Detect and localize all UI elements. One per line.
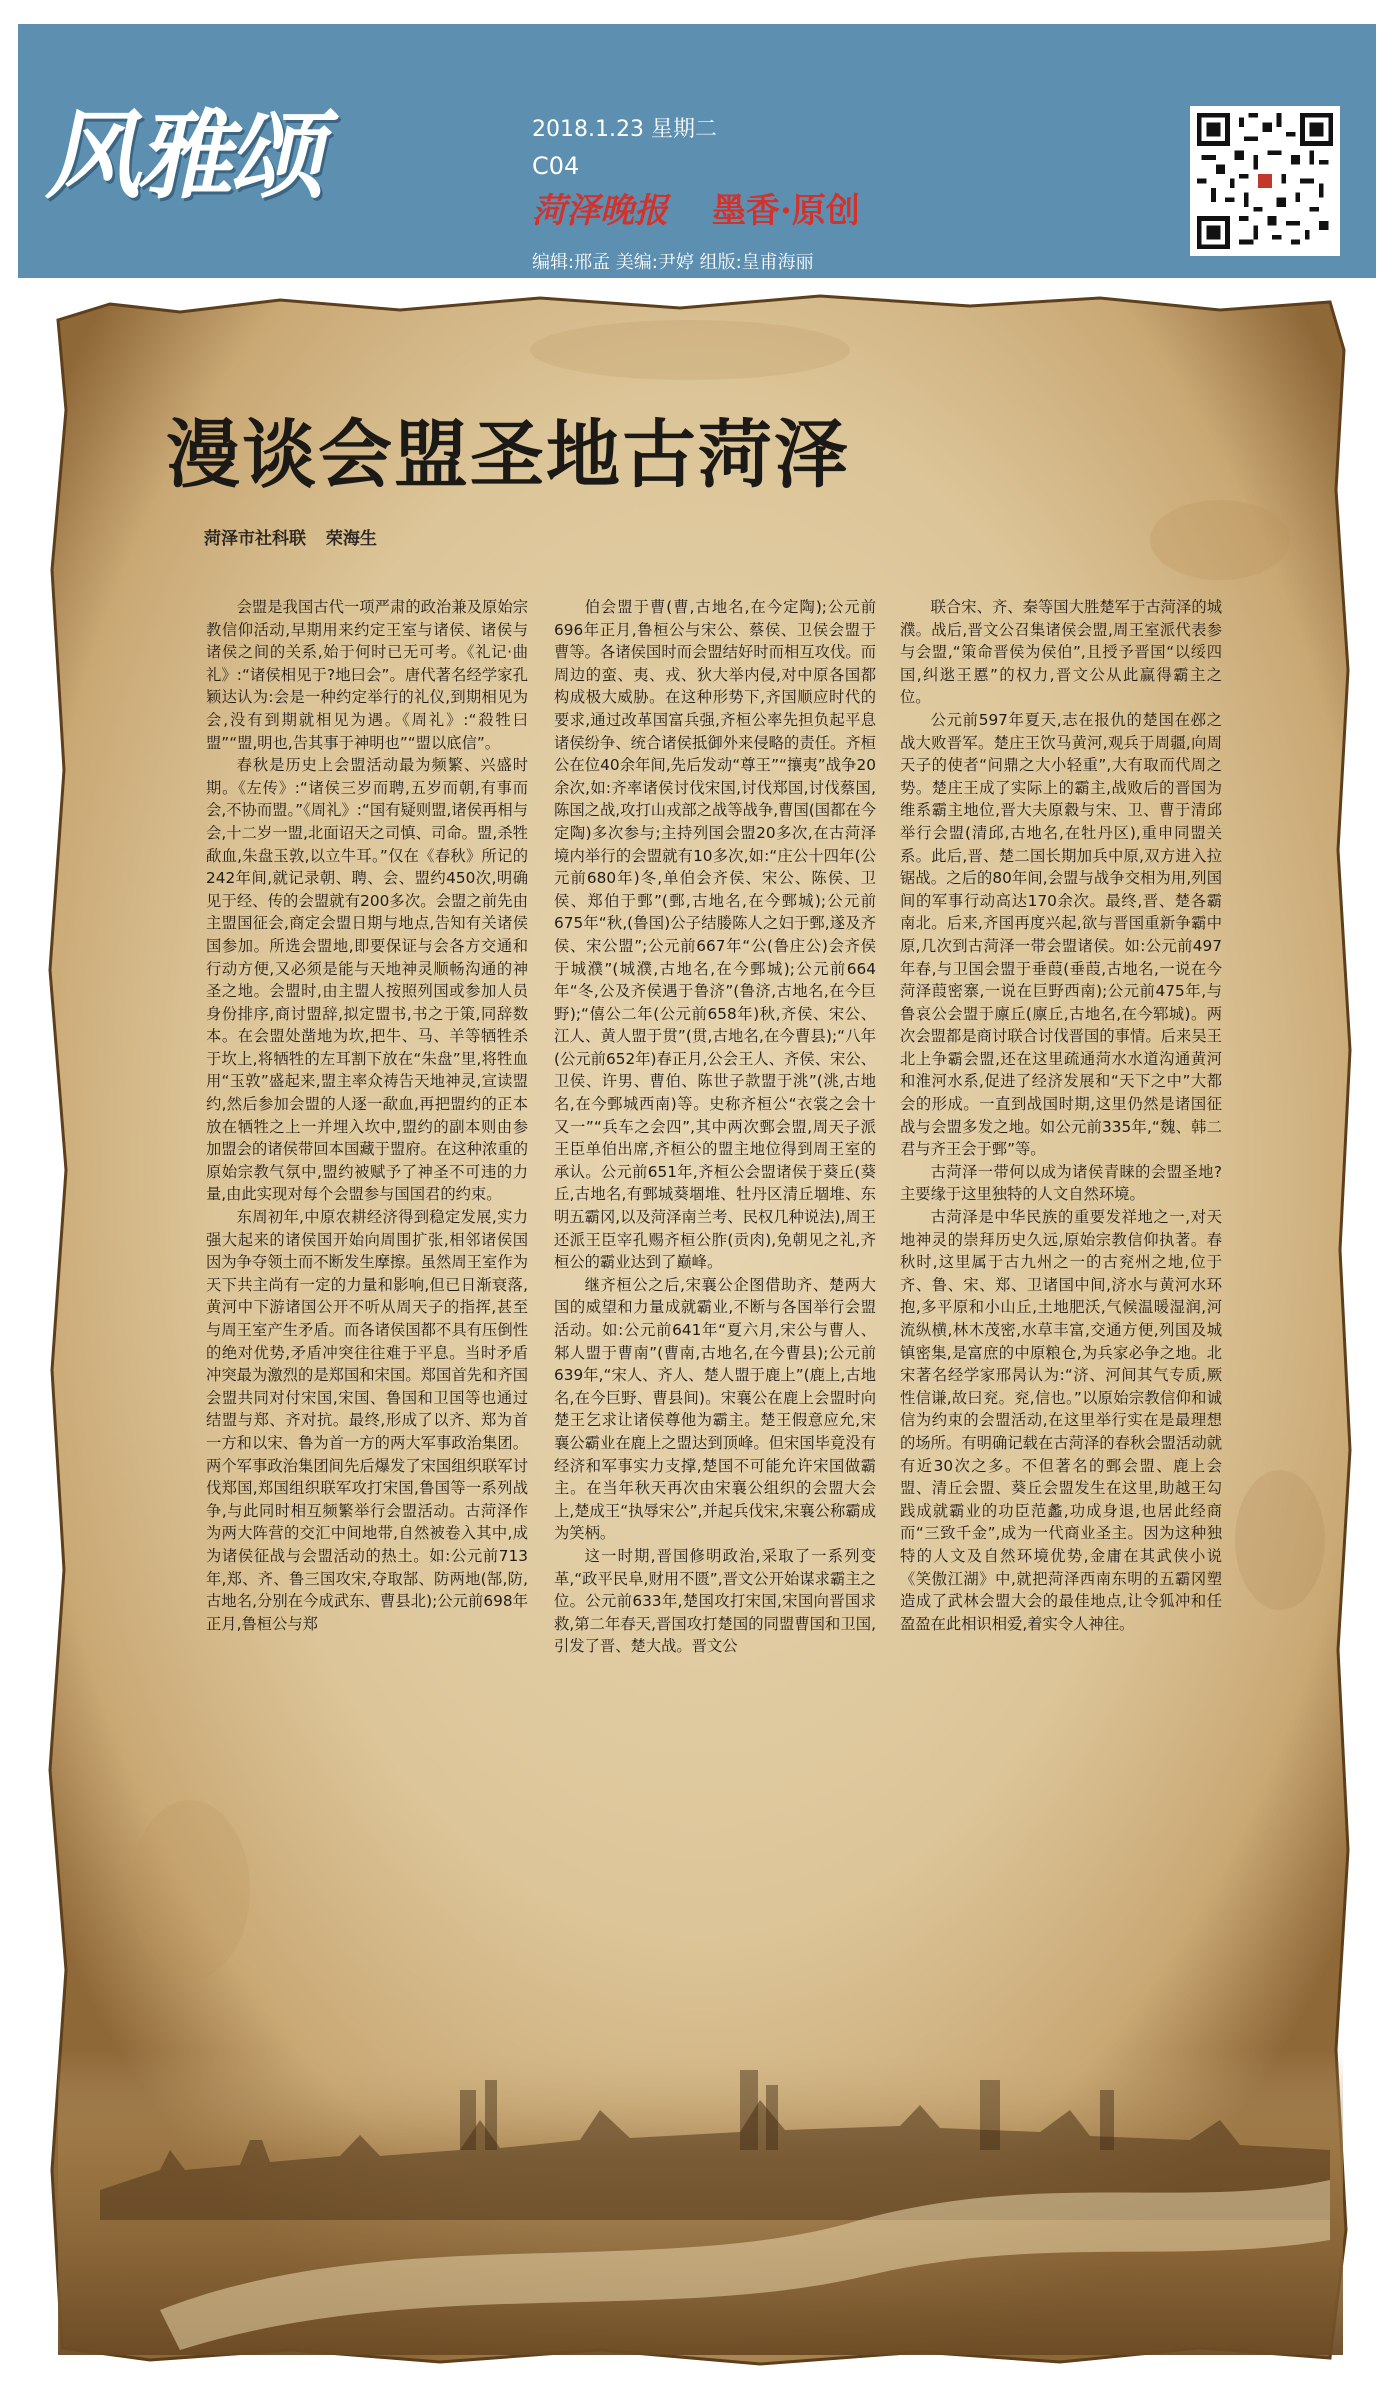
page-number: C04 bbox=[532, 152, 580, 180]
article-column-2 bbox=[554, 596, 876, 1658]
editors-credit: 编辑:邢孟 美编:尹婷 组版:皇甫海丽 bbox=[532, 252, 814, 273]
article-title: 漫谈会盟圣地古菏泽 bbox=[166, 412, 850, 498]
qr-code-icon[interactable] bbox=[1190, 106, 1340, 256]
paragraph: 联合宋、齐、秦等国大胜楚军于古菏泽的城濮。战后,晋文公召集诸侯会盟,周王室派代表参与会盟,“策命晋侯为侯伯”,且授予晋国“以绥四国,纠逖王慝”的权力,晋文公从此赢得霸主之位。 bbox=[900, 598, 1222, 707]
column-name: 墨香·原创 bbox=[712, 191, 860, 231]
paragraph: 这一时期,晋国修明政治,采取了一系列变革,“政平民阜,财用不匮”,晋文公开始谋求霸主之位。公元前633年,楚国攻打宋国,宋国向晋国求救,第二年春天,晋国攻打楚国的同盟曹国和卫国,引发了晋、楚大战。晋文公 bbox=[554, 1546, 876, 1656]
article-column-1 bbox=[206, 596, 528, 1635]
byline bbox=[204, 524, 391, 549]
author-name: 荣海生 bbox=[325, 529, 377, 549]
paragraph: 春秋是历史上会盟活动最为频繁、兴盛时期。《左传》:“诸侯三岁而聘,五岁而朝,有事而会,不协而盟。”《周礼》:“国有疑则盟,诸侯再相与会,十二岁一盟,北面诏天之司慎、司命。盟,杀牲歃血,朱盘玉敦,以立牛耳。”仅在《春秋》所记的242年间,就记录朝、聘、会、盟约450次,明确见于经、传的会盟就有200多次。会盟之前先由主盟国征会,商定会盟日期与地点,告知有关诸侯国参加。所选会盟地,即要保证与会各方交通和行动方便,又必须是能与天地神灵顺畅沟通的神圣之地。会盟时,由主盟人按照列国或参加人员身份排序,商讨盟辞,拟定盟书,书之于策,同辞数本。在会盟处凿地为坎,把牛、马、羊等牺牲杀于坎上,将牺牲的左耳割下放在“朱盘”里,将牲血用“玉敦”盛起来,盟主率众祷告天地神灵,宣读盟约,然后参加会盟的人逐一歃血,再把盟约的正本放在牺牲之上一并埋入坎中,盟约的副本则由参加盟会的诸侯带回本国藏于盟府。在这种浓重的原始宗教气氛中,盟约被赋予了神圣不可违的力量,由此实现对每个会盟参与国国君的约束。 bbox=[206, 756, 528, 1204]
paragraph: 继齐桓公之后,宋襄公企图借助齐、楚两大国的威望和力量成就霸业,不断与各国举行会盟活动。如:公元前641年“夏六月,宋公与曹人、邾人盟于曹南”(曹南,古地名,在今曹县);公元前639年,“宋人、齐人、楚人盟于鹿上”(鹿上,古地名,在今巨野、曹县间)。宋襄公在鹿上会盟时向楚王乞求让诸侯尊他为霸主。楚王假意应允,宋襄公霸业在鹿上之盟达到顶峰。但宋国毕竟没有经济和军事实力支撑,楚国不可能允许宋国做霸主。在当年秋天再次由宋襄公组织的会盟大会上,楚成王“执辱宋公”,并起兵伐宋,宋襄公称霸成为笑柄。 bbox=[554, 1275, 876, 1543]
masthead bbox=[18, 24, 1376, 278]
paragraph: 伯会盟于曹(曹,古地名,在今定陶);公元前696年正月,鲁桓公与宋公、蔡侯、卫侯会盟于曹等。各诸侯国时而会盟结好时而相互攻伐。而周边的蛮、夷、戎、狄大举内侵,对中原各国都构成极大威胁。在这种形势下,齐国顺应时代的要求,通过改革国富兵强,齐桓公率先担负起平息诸侯纷争、统合诸侯抵御外来侵略的责任。齐桓公在位40余年间,先后发动“尊王”“攘夷”战争20余次,如:齐率诸侯讨伐宋国,讨伐郑国,讨伐蔡国,陈国之战,攻打山戎部之战等战争,曹国(国都在今定陶)多次参与;主持列国会盟20多次,在古菏泽境内举行的会盟就有10多次,如:“庄公十四年(公元前680年)冬,单伯会齐侯、宋公、陈侯、卫侯、郑伯于鄄”(鄄,古地名,在今鄄城);公元前675年“秋,(鲁国)公子结媵陈人之妇于鄄,遂及齐侯、宋公盟”;公元前667年“公(鲁庄公)会齐侯于城濮”(城濮,古地名,在今鄄城);公元前664年“冬,公及齐侯遇于鲁济”(鲁济,古地名,在今巨野);“僖公二年(公元前658年)秋,齐侯、宋公、江人、黄人盟于贯”(贯,古地名,在今曹县);“八年(公元前652年)春正月,公会王人、齐侯、宋公、卫侯、许男、曹伯、陈世子款盟于洮”(洮,古地名,在今鄄城西南)等。史称齐桓公“衣裳之会十又一”“兵车之会四”,其中两次鄄会盟,周天子派王臣单伯出席,齐桓公的盟主地位得到周王室的承认。公元前651年,齐桓公会盟诸侯于葵丘(葵丘,古地名,有鄄城葵堌堆、牡丹区清丘堌堆、东明五霸冈,以及菏泽南兰考、民权几种说法),周王还派王臣宰孔赐齐桓公胙(贡肉),免朝见之礼,齐桓公的霸业达到了巅峰。 bbox=[554, 598, 876, 1272]
newspaper-name: 菏泽晚报 bbox=[532, 191, 668, 231]
issue-date: 2018.1.23 星期二 bbox=[532, 117, 717, 142]
paragraph: 古菏泽一带何以成为诸侯青睐的会盟圣地?主要缘于这里独特的人文自然环境。 bbox=[900, 1162, 1222, 1204]
paragraph: 公元前597年夏天,志在报仇的楚国在邲之战大败晋军。楚庄王饮马黄河,观兵于周疆,向周天子的使者“问鼎之大小轻重”,大有取而代周之势。楚庄王成了实际上的霸主,战败后的晋国为维系霸主地位,晋大夫原縠与宋、卫、曹于清邱举行会盟(清邱,古地名,在牡丹区),重申同盟关系。此后,晋、楚二国长期加兵中原,双方进入拉锯战。之后的80年间,会盟与战争交相为用,列国间的军事行动高达170余次。最终,晋、楚各霸南北。后来,齐国再度兴起,欲与晋国重新争霸中原,几次到古菏泽一带会盟诸侯。如:公元前497年春,与卫国会盟于垂葭(垂葭,古地名,一说在今菏泽葭密寨,一说在巨野西南);公元前475年,与鲁哀公会盟于廪丘(廪丘,古地名,在今郓城)。两次会盟都是商讨联合讨伐晋国的事情。后来吴王北上争霸会盟,还在这里疏通菏水水道沟通黄河和淮河水系,促进了经济发展和“天下之中”大都会的形成。一直到战国时期,这里仍然是诸国征战与会盟多发之地。如公元前335年,“魏、韩二君与齐王会于鄄”等。 bbox=[900, 710, 1222, 1159]
paragraph: 古菏泽是中华民族的重要发祥地之一,对天地神灵的崇拜历史久远,原始宗教信仰执著。春秋时,这里属于古九州之一的古兖州之地,位于齐、鲁、宋、郑、卫诸国中间,济水与黄河水环抱,多平原和小山丘,土地肥沃,气候温暖湿润,河流纵横,林木茂密,水草丰富,交通方便,列国及城镇密集,是富庶的中原粮仓,为兵家必争之地。北宋著名经学家邢昺认为:“济、河间其气专质,厥性信谦,故曰兖。兖,信也。”以原始宗教信仰和诚信为约束的会盟活动,在这里举行实在是最理想的场所。有明确记载在古菏泽的春秋会盟活动就有近30次之多。不但著名的鄄会盟、鹿上会盟、清丘会盟、葵丘会盟发生在这里,助越王勾践成就霸业的功臣范蠡,功成身退,也居此经商而“三致千金”,成为一代商业圣主。因为这种独特的人文及自然环境优势,金庸在其武侠小说《笑傲江湖》中,就把菏泽西南东明的五霸冈塑造成了武林会盟大会的最佳地点,让令狐冲和任盈盈在此相识相爱,着实令人神往。 bbox=[900, 1208, 1222, 1633]
paragraph: 会盟是我国古代一项严肃的政治兼及原始宗教信仰活动,早期用来约定王室与诸侯、诸侯与诸侯之间的关系,始于何时已无可考。《礼记·曲礼》:“诸侯相见于?地曰会”。唐代著名经学家孔颖达认为:会是一种约定举行的礼仪,到期相见为会,没有到期就相见为遇。《周礼》:“殺牲曰盟”“盟,明也,告其事于神明也”“盟以底信”。 bbox=[206, 598, 528, 752]
brand-logo: 风雅颂 bbox=[40, 100, 340, 212]
author-organization: 菏泽市社科联 bbox=[204, 529, 306, 549]
article-column-3 bbox=[900, 596, 1222, 1635]
paragraph: 东周初年,中原农耕经济得到稳定发展,实力强大起来的诸侯国开始向周围扩张,相邻诸侯国因为争夺领土而不断发生摩擦。虽然周王室作为天下共主尚有一定的力量和影响,但已日渐衰落,黄河中下游诸国公开不听从周天子的指挥,甚至与周王室产生矛盾。而各诸侯国都不具有压倒性的绝对优势,矛盾冲突往往难于平息。当时矛盾冲突最为激烈的是郑国和宋国。郑国首先和齐国会盟共同对付宋国,宋国、鲁国和卫国等也通过结盟与郑、齐对抗。最终,形成了以齐、郑为首一方和以宋、鲁为首一方的两大军事政治集团。两个军事政治集团间先后爆发了宋国组织联军讨伐郑国,郑国组织联军攻打宋国,鲁国等一系列战争,与此同时相互频繁举行会盟活动。古菏泽作为两大阵营的交汇中间地带,自然被卷入其中,成为诸侯征战与会盟活动的热土。如:公元前713年,郑、齐、鲁三国攻宋,夺取郜、防两地(郜,防,古地名,分别在今成武东、曹县北);公元前698年正月,鲁桓公与郑 bbox=[206, 1208, 528, 1633]
